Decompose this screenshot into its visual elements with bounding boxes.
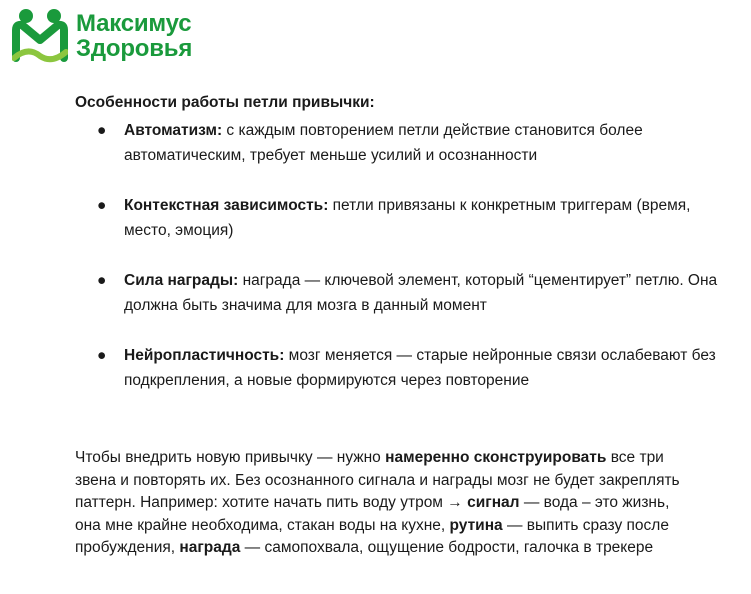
bullet-icon: ● <box>97 347 107 364</box>
feature-text: с каждым повторением петли действие становится более автоматическим, требует меньше усилий и осознанности <box>124 122 643 164</box>
bullet-icon: ● <box>97 272 107 289</box>
feature-text: мозг меняется — старые нейронные связи ослабевают без подкрепления, а новые формируются через повторение <box>124 347 716 389</box>
feature-term: Нейропластичность: <box>124 347 285 364</box>
bullet-icon: ● <box>97 197 107 214</box>
paragraph-text: — самопохвала, ощущение бодрости, галочка в трекере <box>240 539 654 556</box>
paragraph-emphasis: награда <box>179 539 241 556</box>
paragraph-emphasis: сигнал <box>467 494 520 511</box>
feature-term: Сила награды: <box>124 272 239 289</box>
feature-term: Автоматизм: <box>124 122 223 139</box>
feature-list <box>75 118 735 393</box>
brand-logo[interactable] <box>12 6 192 66</box>
summary-paragraph <box>75 447 695 560</box>
m-letter-figure-logo-icon <box>12 6 68 66</box>
paragraph-text: Чтобы внедрить новую привычку — нужно <box>75 449 386 466</box>
paragraph-emphasis: рутина <box>449 516 503 534</box>
feature-text: петли привязаны к конкретным триггерам (время, место, эмоция) <box>124 197 691 239</box>
main-content <box>75 90 735 418</box>
paragraph-emphasis: намеренно сконструировать <box>385 449 607 466</box>
list-item <box>75 343 735 393</box>
brand-name-line2: Здоровья <box>76 35 193 62</box>
list-item <box>75 268 735 318</box>
paragraph-text: все три звена и повторять их. Без осознанного сигнала и награды мозг не будет закреплять паттерн. Например: хотите начать пить воду утром → <box>75 449 680 511</box>
bullet-icon: ● <box>97 122 107 139</box>
brand-name-line1: Максимус <box>76 10 192 37</box>
brand-name <box>76 11 192 61</box>
paragraph-text: — вода – это жизнь, она мне крайне необходима, стакан воды на кухне, <box>75 494 670 534</box>
section-heading: Особенности работы петли привычки: <box>75 94 375 111</box>
feature-term: Контекстная зависимость: <box>124 197 329 214</box>
list-item <box>75 193 735 243</box>
paragraph-text: — выпить сразу после пробуждения, <box>75 516 669 556</box>
list-item <box>75 118 735 168</box>
feature-text: награда — ключевой элемент, который “цементирует” петлю. Она должна быть значима для мозга в данный момент <box>124 272 718 314</box>
